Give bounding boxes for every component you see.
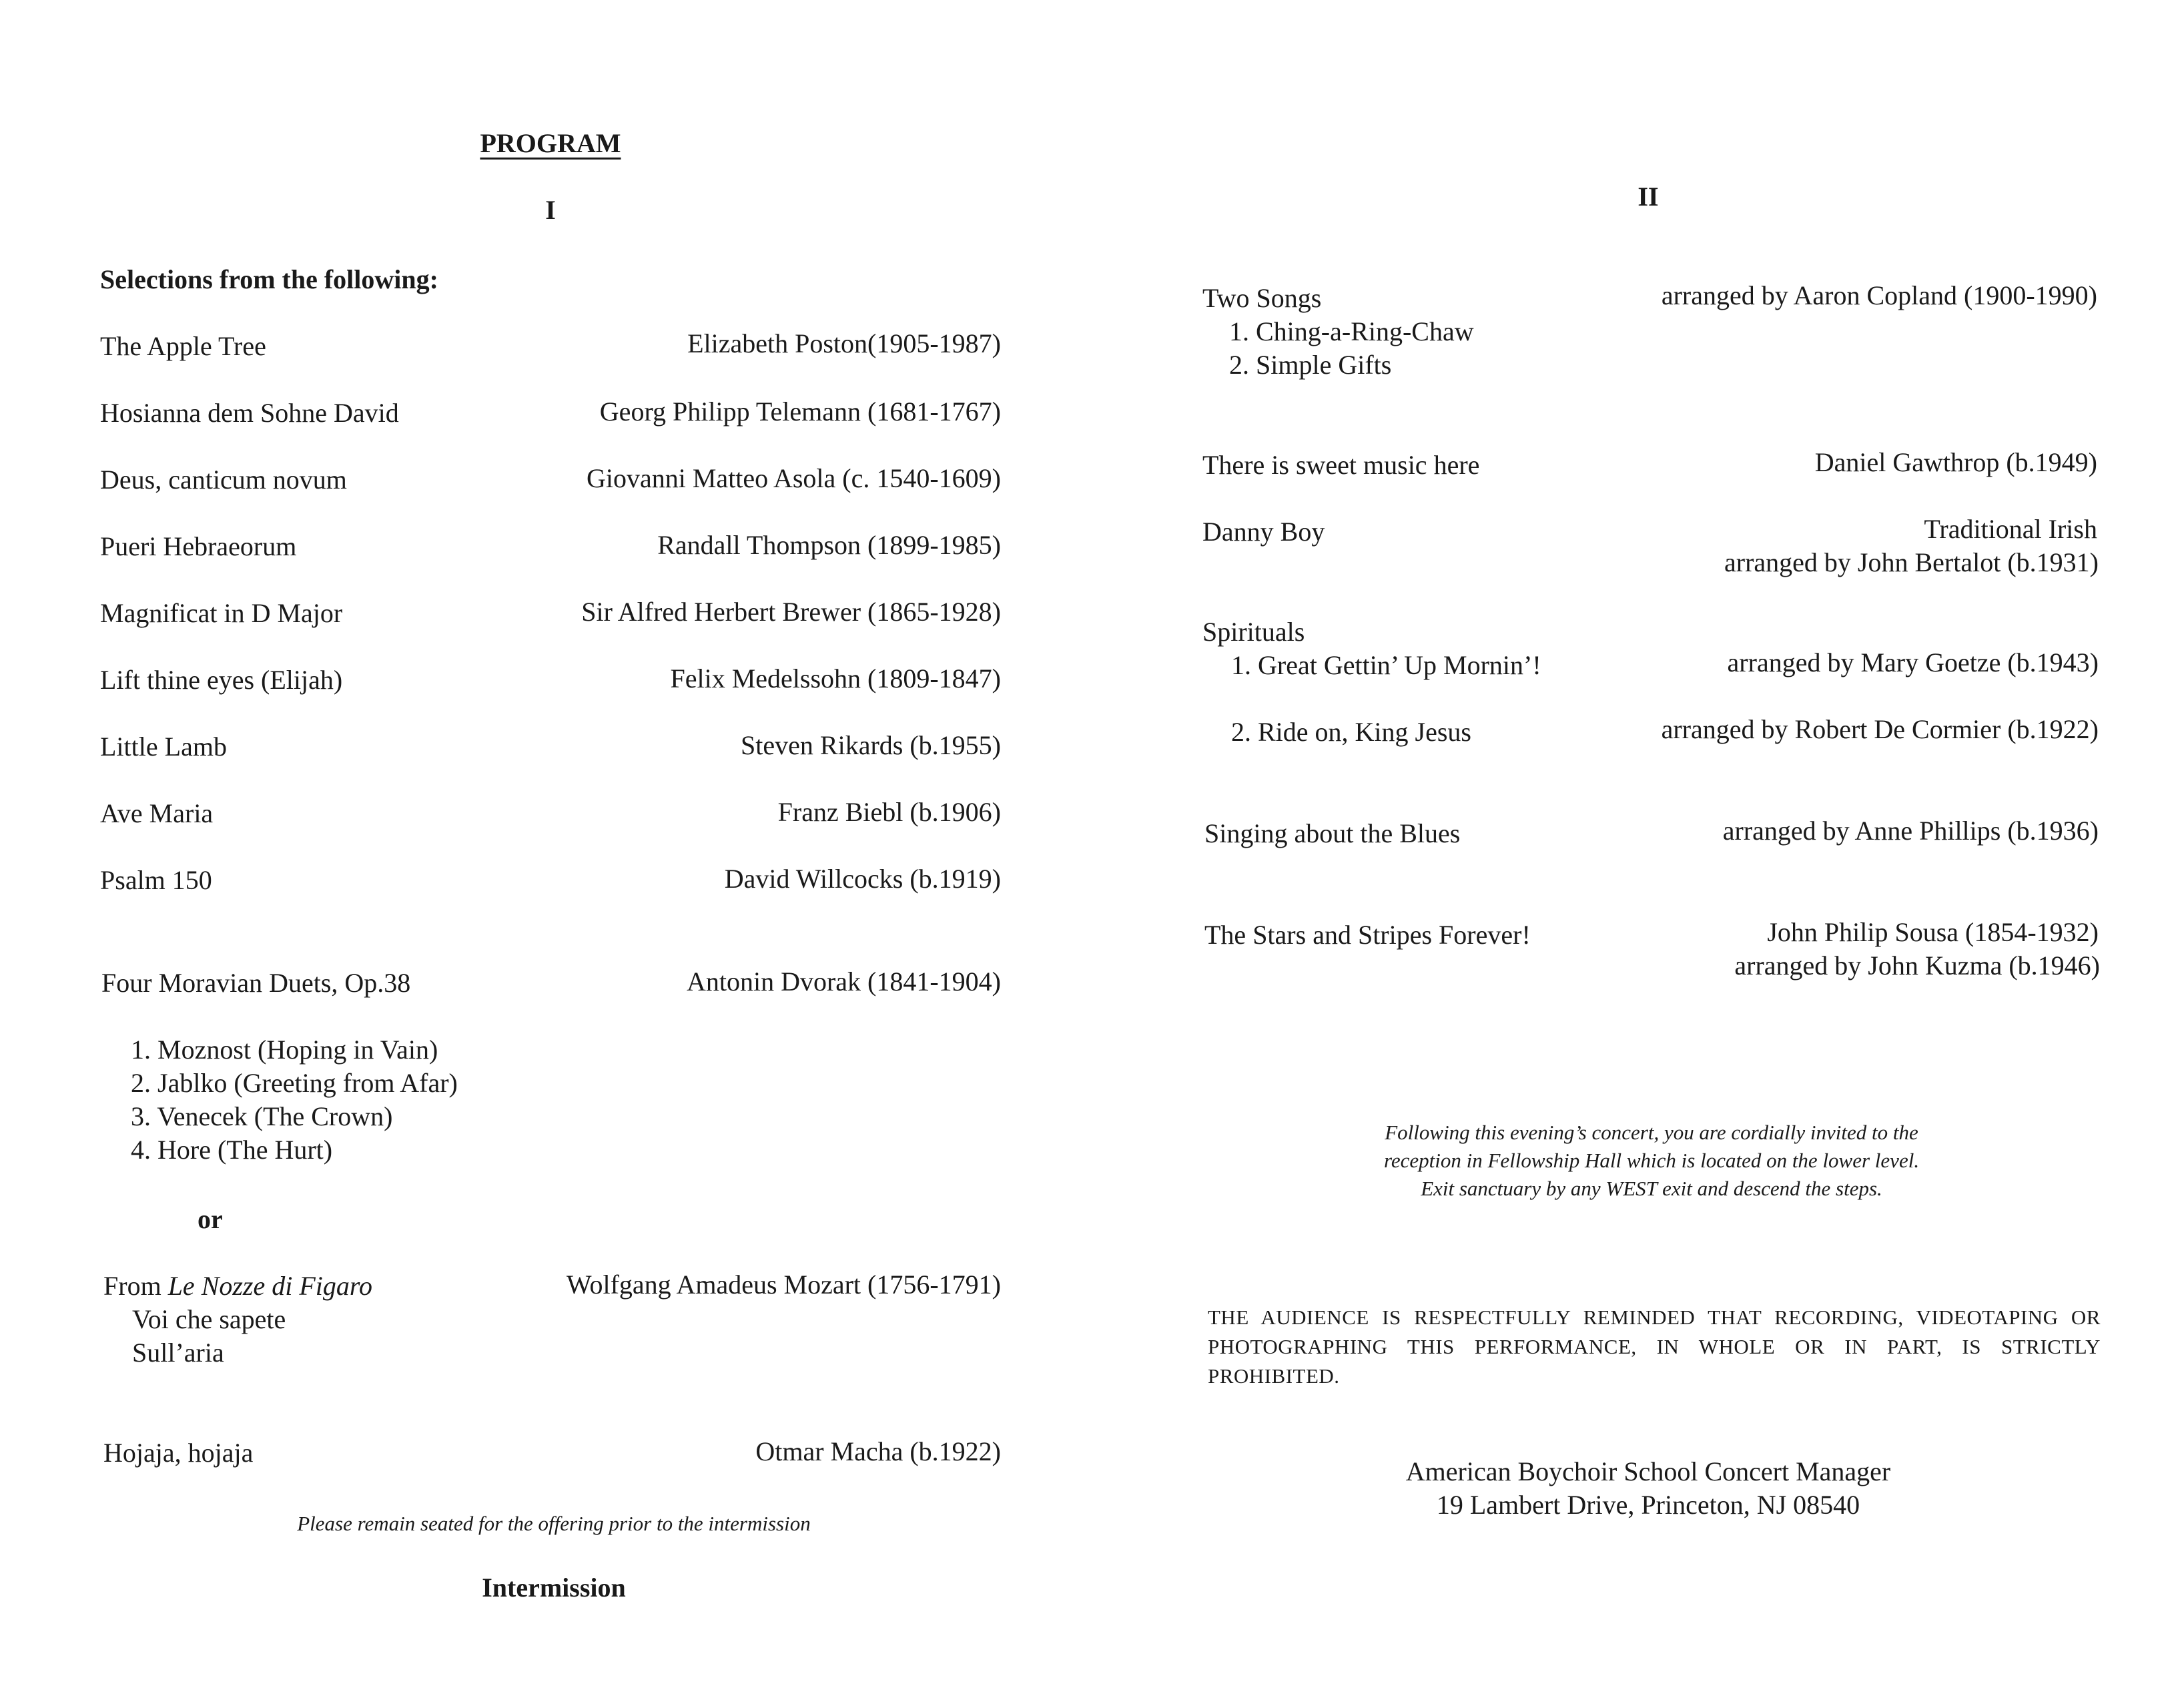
piece-title: The Apple Tree [100, 331, 266, 361]
movement-item: 2. Jablko (Greeting from Afar) [131, 1068, 458, 1098]
composer: Otmar Macha (b.1922) [755, 1436, 1001, 1466]
composer: Steven Rikards (b.1955) [741, 730, 1001, 760]
audience-notice: THE AUDIENCE IS RESPECTFULLY REMINDED THAT RECORDING, VIDEOTAPING OR PHOTOGRAPHING THIS PERFORMANCE, IN WHOLE OR IN PART, IS STRICTLY PROHIBITED. [1208, 1306, 2101, 1388]
part-two-heading: II [1637, 182, 1659, 212]
composer: Elizabeth Poston(1905-1987) [687, 328, 1001, 358]
arranger: arranged by Mary Goetze (b.1943) [1727, 647, 2099, 677]
section-title: Spirituals [1202, 617, 1305, 647]
piece-title: Two Songs [1202, 283, 1322, 313]
reception-note-line: reception in Fellowship Hall which is located on the lower level. [1383, 1149, 1920, 1172]
composer: Traditional Irish [1924, 514, 2097, 544]
piece-title: Pueri Hebraeorum [100, 531, 297, 561]
address-line: American Boychoir School Concert Manager [1405, 1456, 1891, 1486]
aria-item: Sull’aria [132, 1338, 224, 1368]
composer: Antonin Dvorak (1841-1904) [686, 966, 1001, 997]
piece-title: Four Moravian Duets, Op.38 [101, 968, 411, 998]
piece-title: Singing about the Blues [1204, 818, 1461, 848]
address-line: 19 Lambert Drive, Princeton, NJ 08540 [1436, 1490, 1860, 1520]
piece-title: 2. Ride on, King Jesus [1231, 717, 1471, 747]
piece-title [103, 1269, 372, 1303]
movement-item: 1. Moznost (Hoping in Vain) [131, 1035, 438, 1065]
composer: David Willcocks (b.1919) [724, 864, 1001, 894]
composer: Giovanni Matteo Asola (c. 1540-1609) [587, 463, 1001, 493]
arranger: arranged by John Kuzma (b.1946) [1734, 950, 2100, 980]
composer: Wolfgang Amadeus Mozart (1756-1791) [566, 1269, 1001, 1300]
composer: Georg Philipp Telemann (1681-1767) [599, 396, 1001, 427]
composer: Randall Thompson (1899-1985) [657, 530, 1001, 560]
piece-title: Hojaja, hojaja [103, 1438, 254, 1468]
piece-title: Psalm 150 [100, 865, 212, 895]
movement-item: 3. Venecek (The Crown) [131, 1101, 393, 1131]
song-item: 2. Simple Gifts [1229, 350, 1392, 380]
arranger: arranged by John Bertalot (b.1931) [1724, 547, 2099, 577]
reception-note-line: Following this evening’s concert, you are cordially invited to the [1385, 1121, 1918, 1144]
program-title: PROGRAM [480, 128, 621, 158]
composer: Felix Medelssohn (1809-1847) [670, 663, 1001, 693]
reception-note-line: Exit sanctuary by any WEST exit and descend the steps. [1421, 1177, 1882, 1200]
composer: John Philip Sousa (1854-1932) [1767, 917, 2099, 947]
arranger: arranged by Aaron Copland (1900-1990) [1661, 280, 2097, 310]
piece-title: Danny Boy [1202, 517, 1325, 547]
piece-title: Ave Maria [100, 798, 214, 828]
piece-title: There is sweet music here [1202, 450, 1480, 480]
piece-title: Magnificat in D Major [100, 598, 343, 628]
figaro-prefix: From [103, 1271, 168, 1301]
composer: Daniel Gawthrop (b.1949) [1814, 447, 2097, 477]
piece-title: Deus, canticum novum [100, 465, 347, 495]
arranger: arranged by Anne Phillips (b.1936) [1722, 816, 2099, 846]
piece-title: Hosianna dem Sohne David [100, 398, 399, 428]
song-item: 1. Ching-a-Ring-Chaw [1229, 316, 1474, 346]
piece-title: Lift thine eyes (Elijah) [100, 665, 343, 695]
part-one-heading: I [545, 195, 556, 225]
selections-heading: Selections from the following: [100, 264, 438, 294]
piece-title: 1. Great Gettin’ Up Mornin’! [1231, 650, 1541, 680]
intermission-heading: Intermission [482, 1573, 626, 1603]
aria-item: Voi che sapete [132, 1304, 286, 1334]
movement-item: 4. Hore (The Hurt) [131, 1135, 333, 1165]
piece-title: The Stars and Stripes Forever! [1204, 920, 1531, 950]
opera-title: Le Nozze di Figaro [167, 1271, 372, 1301]
composer: Franz Biebl (b.1906) [777, 797, 1001, 827]
piece-title: Little Lamb [100, 732, 227, 762]
offering-note: Please remain seated for the offering prior to the intermission [297, 1512, 811, 1535]
composer: Sir Alfred Herbert Brewer (1865-1928) [581, 597, 1001, 627]
arranger: arranged by Robert De Cormier (b.1922) [1661, 714, 2099, 744]
or-separator: or [198, 1204, 223, 1234]
